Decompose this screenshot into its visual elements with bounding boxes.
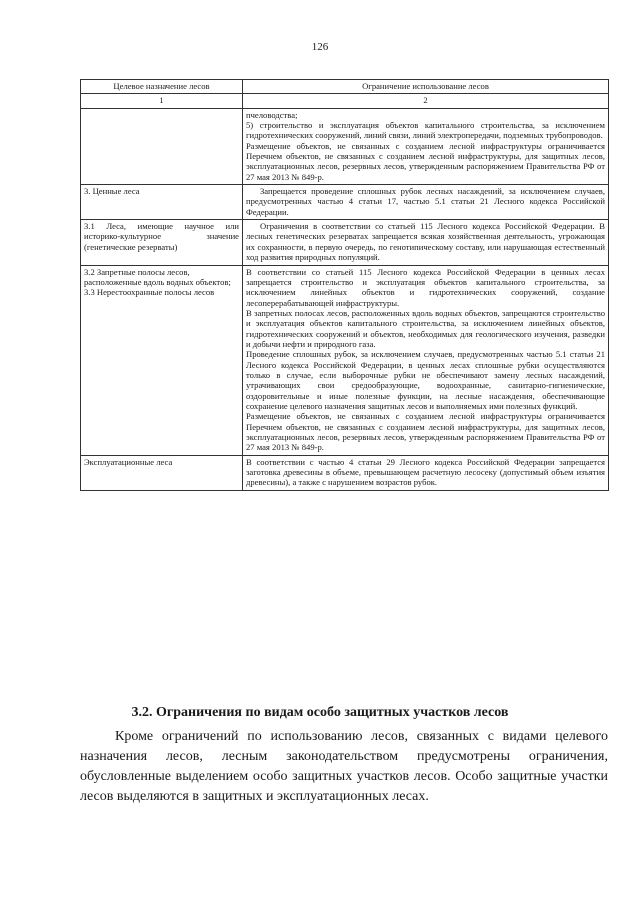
restriction-paragraph: Запрещается проведение сплошных рубок лесных насаждений, за исключением случаев, предусмотренных частью 4 статьи 17, частью 5.1 статьи 21 Лесного кодекса Российской Федерации.: [246, 186, 605, 217]
restriction-paragraph: В соответствии со статьей 115 Лесного кодекса Российской Федерации в ценных лесах запрещается строительство и эксплуатация объектов капитального строительства, за исключением линейных объектов и гидротехнических сооружений, создание лесоперерабатывающей инфраструктуры.: [246, 266, 605, 308]
column-header-restriction: Ограничение использование лесов: [243, 80, 609, 94]
table-row: [81, 220, 609, 265]
table-row: [81, 265, 609, 455]
restriction-paragraph: 5) строительство и эксплуатация объектов капитального строительства, за исключением гидротехнических сооружений, линий связи, линий электропередачи, подземных трубопроводов.: [246, 120, 605, 141]
restriction-cell: [243, 185, 609, 220]
restriction-cell: [243, 265, 609, 455]
table-column-number-row: [81, 94, 609, 108]
restriction-cell: [243, 455, 609, 490]
restriction-paragraph: Размещение объектов, не связанных с созданием лесной инфраструктуры ограничивается Перечнем объектов, не связанных с созданием лесной инфраструктуры, для защитных лесов, эксплуатационных лесов, резервных лесов, утвержденным распоряжением Правительства РФ от 27 мая 2013 № 849-р.: [246, 140, 605, 182]
column-number-2: 2: [243, 94, 609, 108]
table-row: [81, 108, 609, 184]
restriction-cell: [243, 108, 609, 184]
purpose-cell: Эксплуатационные леса: [81, 455, 243, 490]
purpose-line: 3.3 Нерестоохранные полосы лесов: [84, 287, 215, 298]
purpose-cell: 3.1 Леса, имеющие научное или историко-культурное значение (генетические резерваты): [81, 220, 243, 265]
restriction-paragraph: Размещение объектов, не связанных с созданием лесной инфраструктуры ограничивается Перечнем объектов, не связанных с созданием лесной инфраструктуры, для защитных лесов, эксплуатационных лесов, резервных лесов, утвержденным распоряжением Правительства РФ от 27 мая 2013 № 849-р.: [246, 411, 605, 453]
table-row: [81, 455, 609, 490]
restriction-paragraph: В запретных полосах лесов, расположенных вдоль водных объектов, запрещаются строительство и эксплуатация объектов капитального строительства, за исключением линейных объектов, гидротехнических сооружений и объектов, необходимых для геологического изучения, разведки и добычи нефти и природного газа.: [246, 307, 605, 349]
column-number-1: 1: [81, 94, 243, 108]
purpose-cell: [81, 108, 243, 184]
table-header-row: [81, 80, 609, 94]
section-title: 3.2. Ограничения по видам особо защитных участков лесов: [131, 705, 509, 720]
purpose-line: 3.2 Запретные полосы лесов, расположенные вдоль водных объектов;: [84, 266, 231, 287]
forest-restrictions-table: [80, 79, 609, 491]
section-body-text: Кроме ограничений по использованию лесов, связанных с видами целевого назначения лесов, лесным законодательством предусмотрены ограничения, обусловленные выделением особо защитных участков лесов. Особо защитные участки лесов выделяются в защитных и эксплуатационных лесах.: [80, 729, 608, 804]
restriction-paragraph: В соответствии с частью 4 статьи 29 Лесного кодекса Российской Федерации запрещается заготовка древесины в объеме, превышающем расчетную лесосеку (допустимый объем изъятия древесины), а также с нарушением возрастов рубок.: [246, 456, 605, 488]
purpose-cell: 3. Ценные леса: [81, 185, 243, 220]
restriction-paragraph: Проведение сплошных рубок, за исключением случаев, предусмотренных частью 5.1 статьи 21 Лесного кодекса Российской Федерации, в ценных лесах сплошные рубки осуществляются только в случае, если выборочные рубки не обеспечивают замену лесных насаждений, утрачивающих свои средообразующие, водоохранные, санитарно-гигиенические, оздоровительные и иные полезные функции, на лесные насаждения, обеспечивающие сохранение целевого назначения защитных лесов и выполняемых ими полезных функций.: [246, 349, 605, 411]
restriction-paragraph: Ограничения в соответствии со статьей 115 Лесного кодекса Российской Федерации. В лесных генетических резерватах запрещается всякая хозяйственная деятельность, угрожающая их сохранности, в первую очередь, по генотипическому составу, или нарушающая естественный ход развития природных популяций.: [246, 221, 605, 263]
restriction-cell: [243, 220, 609, 265]
table-row: [81, 185, 609, 220]
purpose-cell: [81, 265, 243, 455]
column-header-purpose: Целевое назначение лесов: [81, 80, 243, 94]
page-number: 126: [311, 41, 329, 53]
restriction-paragraph: пчеловодства;: [246, 109, 298, 120]
